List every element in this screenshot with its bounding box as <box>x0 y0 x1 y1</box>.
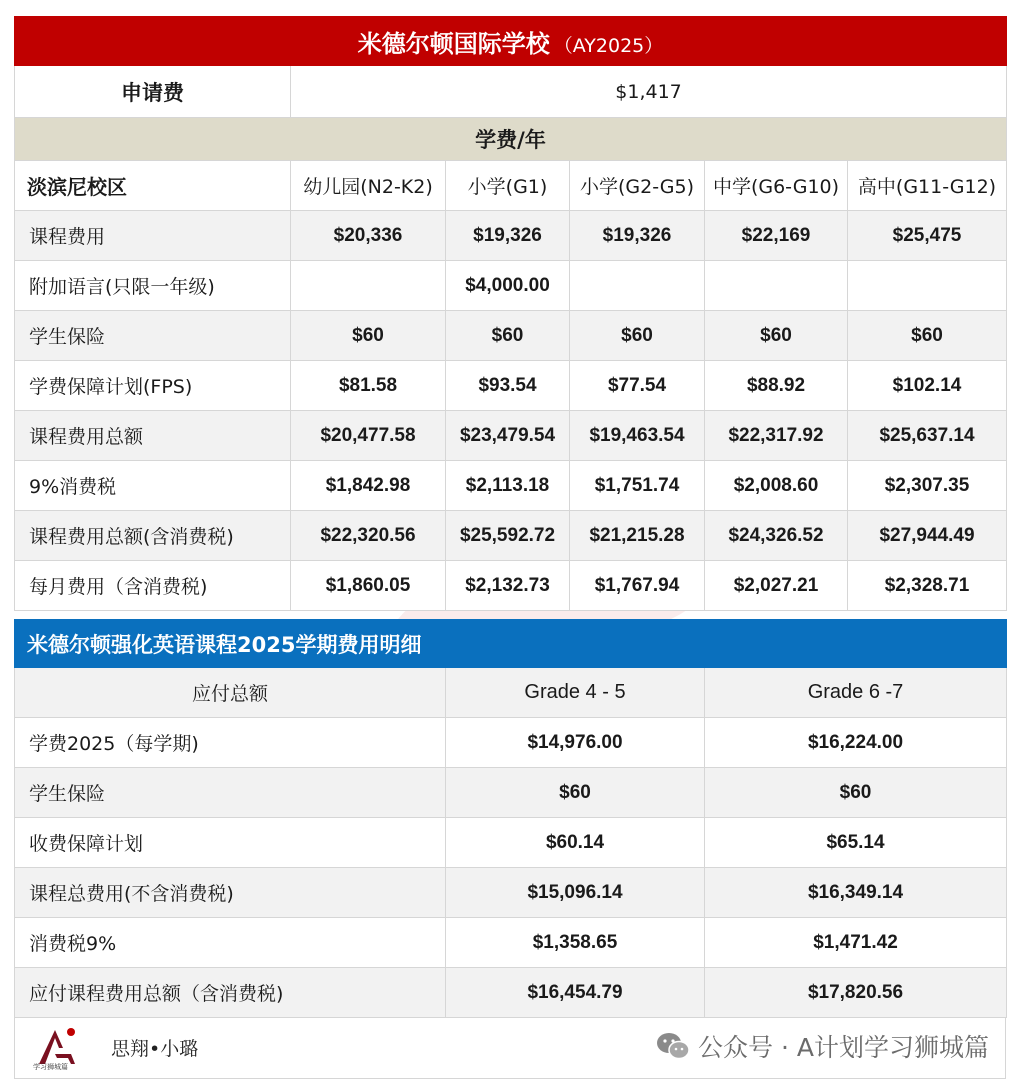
table-cell: $2,132.73 <box>446 561 570 611</box>
table-row <box>15 968 1007 1018</box>
table-cell: $17,820.56 <box>705 968 1007 1018</box>
column-header: 小学(G2-G5) <box>570 161 705 211</box>
table-cell: $16,454.79 <box>446 968 705 1018</box>
table-cell: $14,976.00 <box>446 718 705 768</box>
table-cell: $2,027.21 <box>705 561 848 611</box>
row-label: 收费保障计划 <box>15 818 446 868</box>
table-cell: $88.92 <box>705 361 848 411</box>
row-label: 课程费用总额 <box>15 411 291 461</box>
table-cell: $77.54 <box>570 361 705 411</box>
row-label: 9%消费税 <box>15 461 291 511</box>
table-cell: $19,326 <box>446 211 570 261</box>
table-cell: $1,471.42 <box>705 918 1007 968</box>
column-header: 中学(G6-G10) <box>705 161 848 211</box>
table-cell <box>848 261 1007 311</box>
table-cell: $24,326.52 <box>705 511 848 561</box>
table-row <box>15 411 1007 461</box>
table-cell: $102.14 <box>848 361 1007 411</box>
table-cell: $15,096.14 <box>446 868 705 918</box>
english-program-title: 米德尔顿强化英语课程2025学期费用明细 <box>15 620 1007 668</box>
table-cell: $60 <box>446 768 705 818</box>
table-cell: $1,842.98 <box>291 461 446 511</box>
row-label: 附加语言(只限一年级) <box>15 261 291 311</box>
table-cell: $20,336 <box>291 211 446 261</box>
table-cell: $4,000.00 <box>446 261 570 311</box>
table-row <box>15 718 1007 768</box>
row-label: 消费税9% <box>15 918 446 968</box>
table-cell: $2,113.18 <box>446 461 570 511</box>
wechat-account-name: 公众号 · A计划学习狮城篇 <box>698 1033 989 1062</box>
main-content <box>14 16 1006 1018</box>
table-cell: $60 <box>705 768 1007 818</box>
column-header: Grade 6 -7 <box>705 668 1007 718</box>
footer <box>14 1017 1006 1079</box>
row-label: 每月费用（含消费税) <box>15 561 291 611</box>
table-cell: $20,477.58 <box>291 411 446 461</box>
table-cell: $21,215.28 <box>570 511 705 561</box>
application-fee-value: $1,417 <box>291 66 1007 118</box>
table-cell: $16,349.14 <box>705 868 1007 918</box>
application-fee-label: 申请费 <box>15 66 291 118</box>
table-cell: $22,169 <box>705 211 848 261</box>
column-header: 高中(G11-G12) <box>848 161 1007 211</box>
table-row <box>15 311 1007 361</box>
table-row <box>15 261 1007 311</box>
table-cell: $60 <box>705 311 848 361</box>
school-fee-table <box>14 16 1007 611</box>
row-label: 学生保险 <box>15 768 446 818</box>
table-cell: $60 <box>570 311 705 361</box>
wechat-account <box>656 1028 989 1064</box>
column-header: 幼儿园(N2-K2) <box>291 161 446 211</box>
table-cell: $81.58 <box>291 361 446 411</box>
table-cell: $25,475 <box>848 211 1007 261</box>
table-cell <box>705 261 848 311</box>
logo-text: 学习狮城篇 <box>33 1063 68 1071</box>
column-header: 小学(G1) <box>446 161 570 211</box>
table-cell: $2,008.60 <box>705 461 848 511</box>
table-cell <box>291 261 446 311</box>
table-cell: $23,479.54 <box>446 411 570 461</box>
table-row <box>15 868 1007 918</box>
table-row <box>15 768 1007 818</box>
table-row <box>15 918 1007 968</box>
table-cell: $60 <box>446 311 570 361</box>
row-label: 学生保险 <box>15 311 291 361</box>
column-header: Grade 4 - 5 <box>446 668 705 718</box>
table-row <box>15 361 1007 411</box>
table-cell: $19,463.54 <box>570 411 705 461</box>
wechat-icon <box>656 1032 690 1060</box>
table-cell: $25,637.14 <box>848 411 1007 461</box>
table-cell: $60.14 <box>446 818 705 868</box>
row-label: 学费保障计划(FPS) <box>15 361 291 411</box>
table-cell: $25,592.72 <box>446 511 570 561</box>
table-cell: $1,767.94 <box>570 561 705 611</box>
table-cell: $60 <box>848 311 1007 361</box>
table-cell: $22,317.92 <box>705 411 848 461</box>
table-cell: $1,860.05 <box>291 561 446 611</box>
english-program-table <box>14 619 1007 1018</box>
row-label: 课程费用 <box>15 211 291 261</box>
table-row <box>15 561 1007 611</box>
table-cell: $65.14 <box>705 818 1007 868</box>
table-cell: $93.54 <box>446 361 570 411</box>
total-due-header: 应付总额 <box>15 668 446 718</box>
table-cell: $1,751.74 <box>570 461 705 511</box>
table-row <box>15 511 1007 561</box>
row-label: 应付课程费用总额（含消费税) <box>15 968 446 1018</box>
table-cell: $2,328.71 <box>848 561 1007 611</box>
table-row <box>15 818 1007 868</box>
table-row <box>15 211 1007 261</box>
row-label: 课程费用总额(含消费税) <box>15 511 291 561</box>
table-cell <box>570 261 705 311</box>
school-title: 米德尔顿国际学校 （AY2025） <box>15 17 1007 66</box>
author-name: 思翔•小璐 <box>111 1038 199 1060</box>
table-cell: $19,326 <box>570 211 705 261</box>
table-cell: $2,307.35 <box>848 461 1007 511</box>
row-label: 课程总费用(不含消费税) <box>15 868 446 918</box>
tuition-header: 学费/年 <box>15 118 1007 161</box>
table-row <box>15 461 1007 511</box>
row-label: 学费2025（每学期) <box>15 718 446 768</box>
table-cell: $60 <box>291 311 446 361</box>
table-cell: $16,224.00 <box>705 718 1007 768</box>
table-cell: $22,320.56 <box>291 511 446 561</box>
table-cell: $27,944.49 <box>848 511 1007 561</box>
table-cell: $1,358.65 <box>446 918 705 968</box>
campus-label: 淡滨尼校区 <box>15 161 291 211</box>
